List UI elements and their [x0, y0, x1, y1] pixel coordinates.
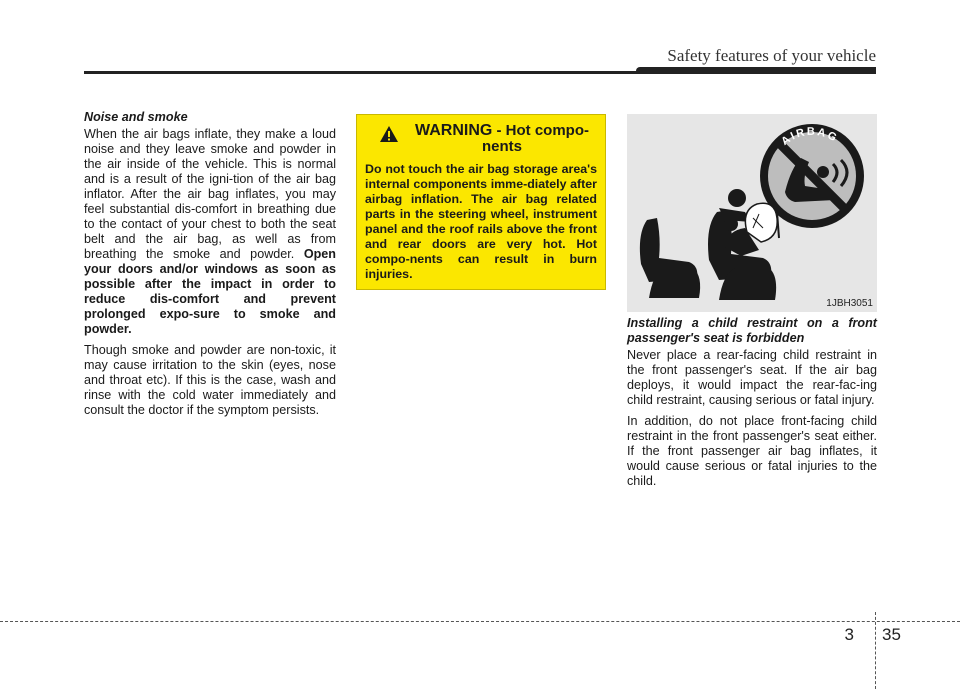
- noise-smoke-heading: Noise and smoke: [84, 110, 188, 124]
- footer-divider: [875, 612, 876, 689]
- right-column: [627, 316, 877, 495]
- footer-rule: [0, 621, 960, 622]
- noise-smoke-paragraph-2: Though smoke and powder are non-toxic, it may cause irritation to the skin (eyes, nose and throat etc). If this is the case, wash and rinse with the cold water immediately and consult the doctor if the symptom persists.: [84, 343, 336, 417]
- child-restraint-paragraph-1: Never place a rear-facing child restraint in the front passenger's seat. If the air bag deploys, it would impact the rear-fac-ing child restraint, causing serious or fatal injury.: [627, 348, 877, 407]
- warning-body: Do not touch the air bag storage area's internal components imme-diately after airbag inflation. The air bag related parts in the steering wheel, instrument panel and the roof rails above the front and rear doors are very hot. Hot compo-nents can result in burn injuries.: [365, 162, 597, 281]
- no-child-seat-airbag-icon: [627, 114, 877, 312]
- airbag-badge-text: AIRBAG: [779, 125, 841, 148]
- child-restraint-heading: Installing a child restraint on a front passenger's seat is forbidden: [627, 316, 877, 345]
- warning-box: [356, 114, 606, 290]
- header-rule-accent: [636, 67, 876, 74]
- warning-label: WARNING: [415, 122, 493, 139]
- section-title: Safety features of your vehicle: [667, 46, 876, 65]
- warning-title-rest: - Hot compo-nents: [481, 122, 589, 155]
- child-seat-airbag-figure: [627, 114, 877, 312]
- warning-title: [407, 123, 597, 155]
- warning-triangle-icon: [379, 125, 399, 143]
- child-restraint-paragraph-2: In addition, do not place front-facing child restraint in the front passenger's seat either. If the front passenger air bag inflates, it would cause serious or fatal injuries to the child.: [627, 414, 877, 488]
- figure-code: 1JBH3051: [826, 298, 873, 309]
- left-column: [84, 110, 336, 424]
- noise-smoke-text: When the air bags inflate, they make a loud noise and they leave smoke and powder in the air inside of the vehicle. This is normal and is a result of the igni-tion of the air bag inflator. After the air bag inflates, you may feel substantial dis-comfort in breathing due to the contact of your chest to both the seat belt and the air bag, as well as from breathing the smoke and powder.: [84, 127, 336, 261]
- noise-smoke-paragraph-1: [84, 127, 336, 337]
- chapter-number: 3: [844, 625, 854, 644]
- warning-header: [379, 123, 597, 155]
- noise-smoke-instruction: Open your doors and/or windows as soon as possible after the impact in order to reduce dis-comfort and prevent prolonged expo-sure to smoke and powder.: [84, 247, 336, 336]
- page-number: 35: [882, 625, 901, 644]
